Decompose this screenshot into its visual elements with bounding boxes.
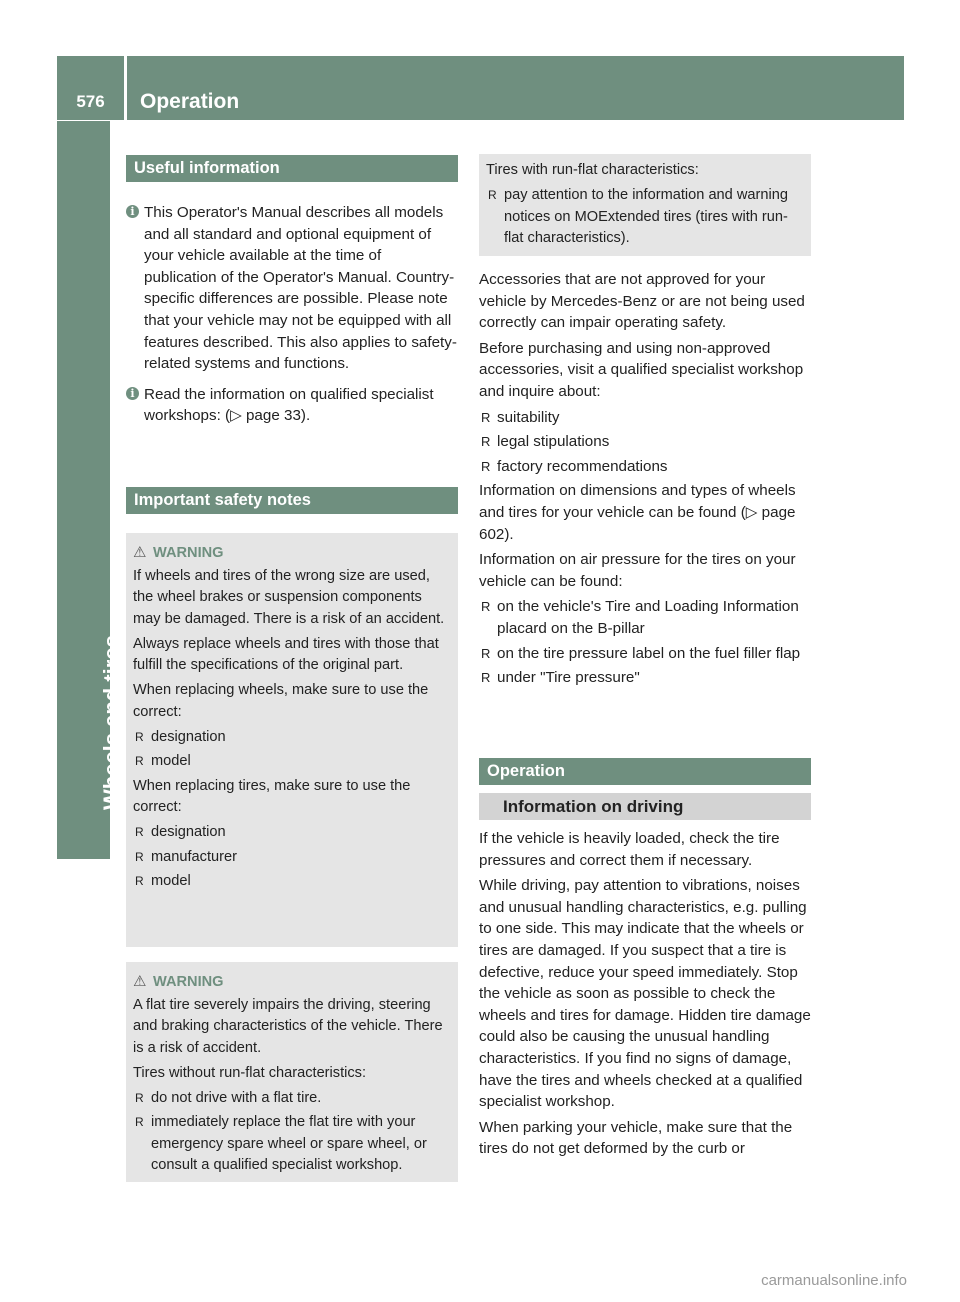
warning-heading [133, 543, 451, 563]
info-note [126, 202, 458, 375]
paragraph: Information on air pressure for the tires on your vehicle can be found: [479, 551, 796, 590]
list-item: R under "Tire pressure" [479, 667, 811, 689]
list-item: R pay attention to the information and warning notices on MOExtended tires (tires with run-flat characteristics). [486, 185, 804, 249]
list-item: R manufacturer [133, 847, 451, 868]
warning-box [126, 533, 458, 947]
section-heading-operation: Operation [479, 758, 811, 785]
section-heading-important-safety-notes: Important safety notes [126, 487, 458, 514]
warning-heading [133, 972, 451, 992]
list-item: R model [133, 751, 451, 772]
useful-info-block [126, 202, 458, 436]
list-item: R on the tire pressure label on the fuel filler flap [479, 643, 811, 665]
paragraph: When parking your vehicle, make sure that the tires do not get deformed by the curb or [479, 1118, 793, 1158]
info-note-text: This Operator's Manual describes all models and all standard and optional equipment of your vehicle available at the time of publication of the Operator's Manual. Country-specific differences are possible. Please note that your vehicle may not be equipped with all features described. This also applies to safety-related systems and functions. [144, 204, 457, 373]
list-item: R designation [133, 822, 451, 843]
warning-paragraph: Tires with run-flat characteristics: [486, 162, 699, 178]
list-item: R legal stipulations [479, 431, 811, 453]
page-title: Operation [140, 90, 240, 113]
list-item: R on the vehicle's Tire and Loading Information placard on the B-pillar [479, 596, 811, 639]
list-item: R suitability [479, 407, 811, 429]
warning-paragraph: If wheels and tires of the wrong size are used, the wheel brakes or suspension components may be damaged. There is a risk of an accident. [133, 568, 445, 627]
warning-triangle-icon: ⚠ [133, 973, 147, 990]
list-item: R factory recommendations [479, 456, 811, 478]
list-item: R do not drive with a flat tire. [133, 1088, 451, 1109]
paragraph: Accessories that are not approved for your vehicle by Mercedes-Benz or are not being used correctly can impair operating safety. [479, 271, 805, 332]
paragraph: Before purchasing and using non-approved accessories, visit a qualified specialist workshop and inquire about: [479, 339, 804, 400]
info-icon: i [126, 387, 139, 400]
list-item: R immediately replace the flat tire with your emergency spare wheel or spare wheel, or consult a qualified specialist workshop. [133, 1112, 451, 1176]
info-note-text: Read the information on qualified specialist workshops: (▷ page 33). [144, 385, 434, 425]
accessories-block [479, 269, 811, 692]
warning-paragraph: When replacing wheels, make sure to use the correct: [133, 682, 429, 720]
warning-box [126, 962, 458, 1182]
paragraph: While driving, pay attention to vibrations, noises and unusual handling characteristics, e.g. pulling to one side. This may indicate that the wheels or tires are damaged. If you suspect that a tire is defective, reduce your speed immediately. Stop the vehicle as soon as possible to check the wheels and tires for damage. Hidden tire damage could also be causing the unusual handling characteristics. If you find no signs of damage, have the tires and wheels checked at a qualified specialist workshop. [479, 877, 811, 1111]
warning-paragraph: A flat tire severely impairs the driving, steering and braking characteristics of the vehicle. There is a risk of accident. [133, 997, 443, 1056]
paragraph: Information on dimensions and types of wheels and tires for your vehicle can be found (▷ page 602). [479, 482, 796, 543]
warning-title: WARNING [153, 974, 224, 990]
warning-paragraph: Tires without run-flat characteristics: [133, 1064, 367, 1081]
info-note [126, 384, 458, 427]
warning-paragraph: Always replace wheels and tires with those that fulfill the specifications of the original part. [133, 635, 439, 674]
info-icon: i [126, 205, 139, 218]
paragraph: If the vehicle is heavily loaded, check the tire pressures and correct them if necessary. [479, 830, 780, 869]
warning-paragraph: When replacing tires, make sure to use the correct: [133, 777, 411, 815]
section-heading-useful-information: Useful information [126, 155, 458, 182]
list-item: R designation [133, 727, 451, 748]
page-number: 576 [76, 92, 105, 111]
list-item: R model [133, 871, 451, 892]
subsection-heading-information-on-driving: Information on driving [479, 793, 811, 820]
warning-title: WARNING [153, 545, 224, 561]
driving-block [479, 828, 811, 1164]
side-tab-label: Wheels and tires [99, 635, 124, 810]
header-separator [124, 56, 127, 120]
warning-triangle-icon: ⚠ [133, 544, 147, 561]
watermark: carmanualsonline.info [761, 1272, 907, 1289]
warning-box-continued [479, 154, 811, 256]
